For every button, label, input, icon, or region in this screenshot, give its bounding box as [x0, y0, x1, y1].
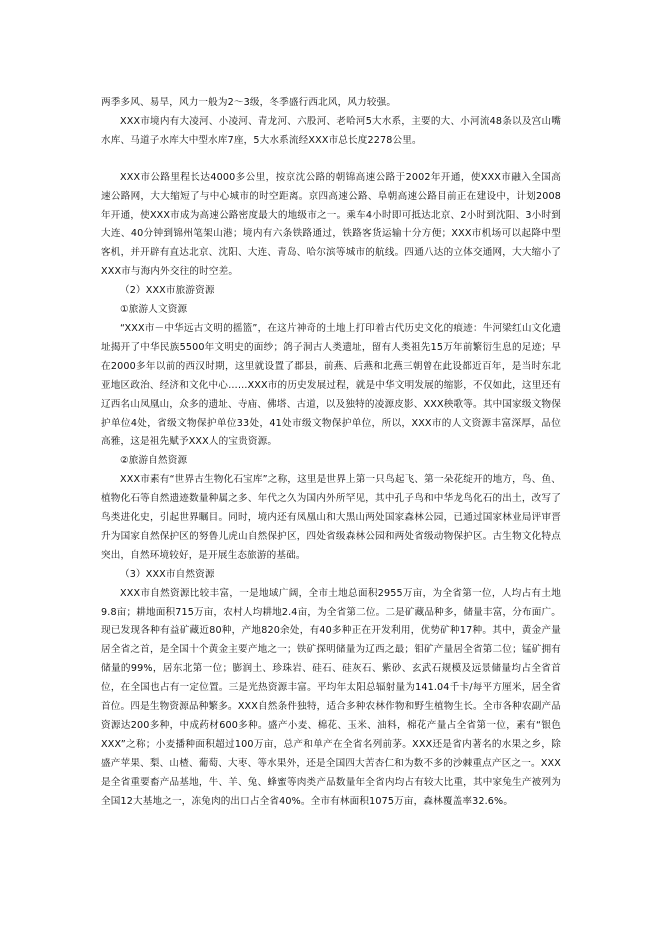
section-heading-natural-resources: （3）XXX市自然资源 [120, 568, 215, 580]
climate-paragraph: 两季多风、易旱，风力一般为2～3级，冬季盛行西北风，风力较强。 [101, 97, 397, 108]
subsection-heading-natural: ②旅游自然资源 [120, 455, 188, 467]
natural-resources-paragraph: XXX市自然资源比较丰富，一是地域广阔，全市土地总面积2955万亩，为全省第一位，人均占有土地9.8亩；耕地面积715万亩，农村人均耕地2.4亩，为全省第二位。二是矿藏品种多，储量丰富，分布面广。现已发现各种有益矿藏近80种，产地820余处，有40多种正在开发利用，优势矿种17种。其中，黄金产量居全省之首，是全国十个黄金主要产地之一；铁矿探明储量为辽西之最；钼矿产量居全省第二位；锰矿拥有储量的99%，居东北第一位；膨润土、珍珠岩、硅石、硅灰石、紫砂、玄武石规模及远景储量均占全省首位，在全国也占有一定位置。三是光热资源丰富。平均年太阳总辐射量为141.04千卡/每平方厘米，居全省首位。四是生物资源品种繁多。XXX自然条件独特，适合多种农林作物和野生植物生长。全市各种农副产品资源达200多种，中成药材600多种。盛产小麦、棉花、玉米、油料，棉花产量占全省第一位，素有“银色XXX”之称；小麦播种面积超过100万亩，总产和单产在全省名列前茅。XXX还是省内著名的水果之乡，除盛产苹果、梨、山楂、葡萄、大枣、等水果外，还是全国四大苦杏仁和为数不多的沙棘重点产区之一。XXX是全省重要畜产品基地，牛、羊、兔、蜂蜜等肉类产品数量年全省内均占有较大比重，其中家兔生产被列为全国12大基地之一，冻兔肉的出口占全省40%。全市有林面积1075万亩，森林覆盖率32.6%。 [101, 587, 561, 807]
paragraph-gap [101, 151, 561, 169]
transport-paragraph: XXX市公路里程长达4000多公里，按京沈公路的朝锦高速公路于2002年开通，使XXX市融入全国高速公路网，大大缩短了与中心城市的时空距离。京四高速公路、阜朝高速公路目前正在建设中，计划2008年开通，使XXX市成为高速公路密度最大的地级市之一。乘车4小时即可抵达北京、2小时到沈阳、3小时到大连、40分钟到锦州笔架山港；境内有六条铁路通过，铁路客货运输十分方便；XXX市机场可以起降中型客机，并开辟有直达北京、沈阳、大连、青岛、哈尔滨等城市的航线。四通八达的立体交通网，大大缩小了XXX市与海内外交往的时空差。 [101, 171, 561, 278]
subsection-heading-cultural: ①旅游人文资源 [120, 304, 188, 316]
document-body [101, 94, 561, 812]
rivers-paragraph: XXX市境内有大凌河、小凌河、青龙河、六股河、老哈河5大水系，主要的大、小河流48条以及宫山嘴水库、马道子水库大中型水库7座，5大水系流经XXX市总长度2278公里。 [101, 115, 561, 146]
cultural-resources-paragraph: “XXX市－中华远古文明的摇篮”，在这片神奇的土地上打印着古代历史文化的痕迹：牛河梁红山文化遗址揭开了中华民族5500年文明史的面纱；鸽子洞古人类遗址，留有人类祖先15万年前繁衍生息的足迹；早在2000多年以前的西汉时期，这里就设置了郡县，前燕、后燕和北燕三朝曾在此设都近百年，是当时东北亚地区政治、经济和文化中心……XXX市的历史发展过程，就是中华文明发展的缩影，不仅如此，这里还有辽西名山凤凰山，众多的遗址、寺庙、佛塔、古道，以及独特的凌源皮影、XXX秧歌等。其中国家级文物保护单位4处，省级文物保护单位33处，41处市级文物保护单位，所以，XXX市的人文资源丰富深厚，品位高雅，这是祖先赋予XXX人的宝贵资源。 [101, 322, 561, 448]
natural-tourism-paragraph: XXX市素有“世界古生物化石宝库”之称，这里是世界上第一只鸟起飞、第一朵花绽开的地方，鸟、鱼、植物化石等自然遗迹数量种属之多、年代之久为国内外所罕见，其中孔子鸟和中华龙鸟化石的出土，改写了鸟类进化史，引起世界瞩目。同时，境内还有凤凰山和大黑山两处国家森林公园，已通过国家林业局评审晋升为国家自然保护区的努鲁儿虎山自然保护区，四处省级森林公园和两处省级动物保护区。古生物文化特点突出，自然环境较好，是开展生态旅游的基础。 [101, 474, 561, 561]
section-heading-tourism: （2）XXX市旅游资源 [120, 285, 215, 297]
